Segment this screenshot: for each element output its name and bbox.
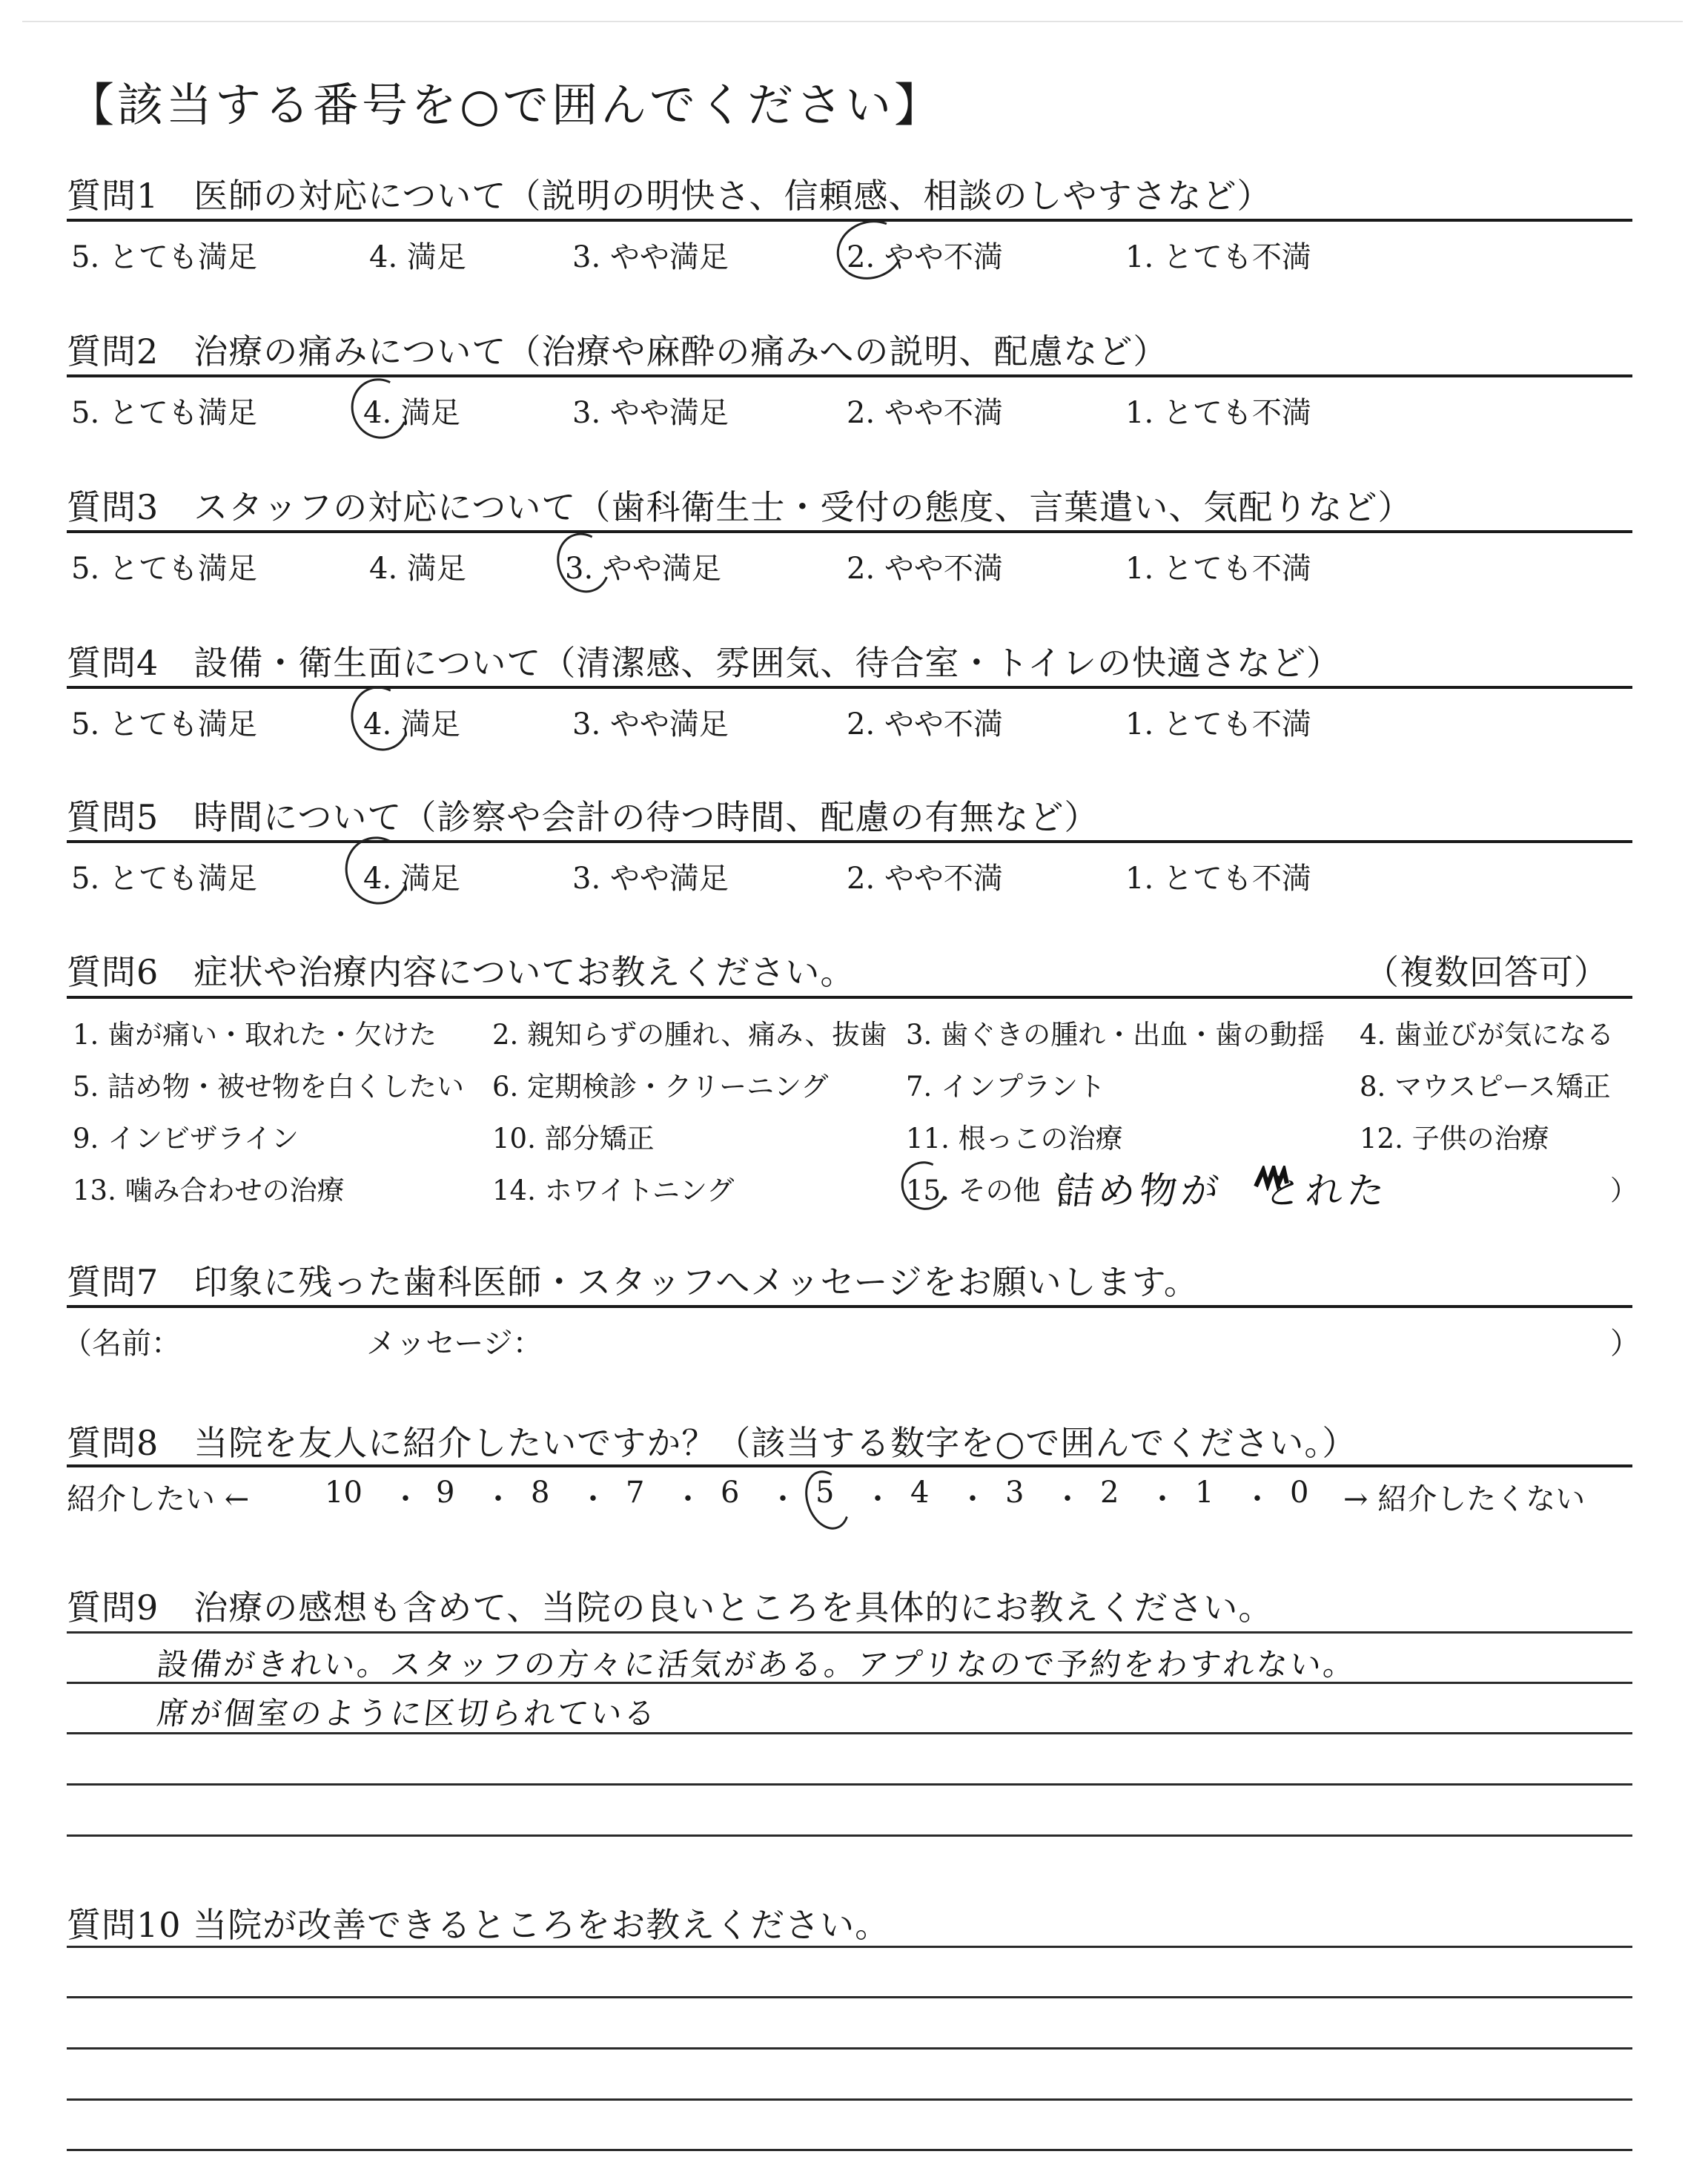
- q8-scale-9[interactable]: 9: [436, 1476, 455, 1510]
- q9-title: 質問9 治療の感想も含めて、当院の良いところを具体的にお教えください。: [67, 1588, 1274, 1628]
- q4-title: 質問4 設備・衛生面について（清潔感、雰囲気、待合室・トイレの快適さなど）: [67, 643, 1342, 683]
- q6-item-5[interactable]: 5. 詰め物・被せ物を白くしたい: [73, 1071, 465, 1103]
- q7-close: ）: [1610, 1327, 1640, 1361]
- q6-item-10[interactable]: 10. 部分矯正: [492, 1123, 655, 1155]
- q6-item-9[interactable]: 9. インビザライン: [73, 1123, 299, 1155]
- q10-line-1: [67, 1946, 1632, 1948]
- q8-scale-6[interactable]: 6: [721, 1476, 740, 1510]
- q8-dot-1: ・: [391, 1482, 420, 1516]
- q9-answer-line-2[interactable]: 席が個室のように区切られている: [155, 1695, 660, 1731]
- q8-left-label: 紹介したい ←: [67, 1482, 250, 1516]
- page-header: 【該当する番号を○で囲んでください】: [68, 78, 944, 132]
- q1-option-4[interactable]: 4. 満足: [369, 240, 466, 274]
- top-edge-line: [22, 21, 1683, 22]
- q6-item-13[interactable]: 13. 噛み合わせの治療: [73, 1175, 345, 1206]
- q9-line-5: [67, 1834, 1632, 1837]
- q4-option-5[interactable]: 5. とても満足: [71, 707, 257, 742]
- q6-other-close: ）: [1610, 1175, 1638, 1206]
- q8-scale-10[interactable]: 10: [325, 1476, 363, 1510]
- q8-dot-8: ・: [1053, 1482, 1082, 1516]
- q1-title: 質問1 医師の対応について（説明の明快さ、信頼感、相談のしやすさなど）: [67, 176, 1272, 216]
- q6-item-3[interactable]: 3. 歯ぐきの腫れ・出血・歯の動揺: [906, 1019, 1325, 1051]
- q5-option-5[interactable]: 5. とても満足: [71, 862, 257, 896]
- q4-option-4[interactable]: 4. 満足: [363, 707, 460, 742]
- q6-title: [67, 945, 1631, 994]
- q3-option-3[interactable]: 3. やや満足: [565, 552, 721, 586]
- q1-option-2[interactable]: 2. やや不満: [847, 240, 1003, 274]
- q8-scale-2[interactable]: 2: [1100, 1476, 1119, 1510]
- q8-dot-3: ・: [578, 1482, 608, 1516]
- q8-scale-7[interactable]: 7: [626, 1476, 645, 1510]
- q6-other-answer[interactable]: 詰め物が とれた: [1054, 1169, 1391, 1212]
- q6-item-14[interactable]: 14. ホワイトニング: [492, 1175, 735, 1206]
- q9-answer-line-1[interactable]: 設備がきれい。スタッフの方々に活気がある。アプリなので予約をわすれない。: [155, 1646, 1359, 1682]
- q8-dot-5: ・: [768, 1482, 798, 1516]
- q8-scale-0[interactable]: 0: [1290, 1476, 1309, 1510]
- q4-rule: [67, 686, 1632, 689]
- q8-dot-7: ・: [958, 1482, 987, 1516]
- q10-line-5: [67, 2149, 1632, 2151]
- q9-line-4: [67, 1783, 1632, 1786]
- q10-line-3: [67, 2047, 1632, 2050]
- q8-scale-5[interactable]: 5: [815, 1476, 835, 1510]
- q2-option-2[interactable]: 2. やや不満: [847, 396, 1003, 430]
- q8-scale-8[interactable]: 8: [531, 1476, 550, 1510]
- q10-title: 質問10 当院が改善できるところをお教えください。: [67, 1905, 890, 1945]
- q3-rule: [67, 530, 1632, 533]
- q6-rule: [67, 996, 1632, 999]
- q2-rule: [67, 374, 1632, 377]
- q5-option-2[interactable]: 2. やや不満: [847, 862, 1003, 896]
- q8-scale-3[interactable]: 3: [1005, 1476, 1025, 1510]
- q4-option-2[interactable]: 2. やや不満: [847, 707, 1003, 742]
- q8-scale-4[interactable]: 4: [910, 1476, 930, 1510]
- q6-item-7[interactable]: 7. インプラント: [906, 1071, 1106, 1103]
- q5-option-1[interactable]: 1. とても不満: [1125, 862, 1311, 896]
- q4-option-3[interactable]: 3. やや満足: [572, 707, 729, 742]
- q2-option-4[interactable]: 4. 満足: [363, 396, 460, 430]
- q3-option-4[interactable]: 4. 満足: [369, 552, 466, 586]
- q6-multiple-note: （複数回答可）: [1365, 952, 1609, 992]
- q3-selection-circle: [549, 526, 618, 601]
- q1-option-3[interactable]: 3. やや満足: [572, 240, 729, 274]
- q8-selection-circle: [798, 1464, 858, 1536]
- q2-option-1[interactable]: 1. とても不満: [1125, 396, 1311, 430]
- q6-item-8[interactable]: 8. マウスピース矯正: [1360, 1071, 1611, 1103]
- q7-rule: [67, 1305, 1632, 1308]
- q8-title: 質問8 当院を友人に紹介したいですか？（該当する数字を○で囲んでください。）: [67, 1423, 1357, 1463]
- q2-title: 質問2 治療の痛みについて（治療や麻酔の痛みへの説明、配慮など）: [67, 331, 1168, 371]
- q5-option-4[interactable]: 4. 満足: [363, 862, 460, 896]
- q1-option-5[interactable]: 5. とても満足: [71, 240, 257, 274]
- q8-rule: [67, 1464, 1632, 1467]
- q8-dot-6: ・: [863, 1482, 893, 1516]
- q5-title: 質問5 時間について（診察や会計の待つ時間、配慮の有無など）: [67, 797, 1099, 837]
- q4-option-1[interactable]: 1. とても不満: [1125, 707, 1311, 742]
- q2-option-5[interactable]: 5. とても満足: [71, 396, 257, 430]
- q8-dot-4: ・: [673, 1482, 703, 1516]
- q6-item-15[interactable]: 15. その他（: [906, 1175, 1068, 1206]
- q6-item-1[interactable]: 1. 歯が痛い・取れた・欠けた: [73, 1019, 437, 1051]
- q5-rule: [67, 840, 1632, 843]
- q7-name-label: （名前：: [62, 1327, 181, 1361]
- q10-line-4: [67, 2098, 1632, 2101]
- q1-selection-circle: [828, 211, 912, 289]
- q8-scale-1[interactable]: 1: [1195, 1476, 1214, 1510]
- q1-rule: [67, 219, 1632, 222]
- q8-dot-9: ・: [1148, 1482, 1177, 1516]
- q7-title: 質問7 印象に残った歯科医師・スタッフへメッセージをお願いします。: [67, 1262, 1199, 1302]
- q2-option-3[interactable]: 3. やや満足: [572, 396, 729, 430]
- q6-crossout-scribble: [1253, 1166, 1290, 1191]
- q3-option-2[interactable]: 2. やや不満: [847, 552, 1003, 586]
- q5-option-3[interactable]: 3. やや満足: [572, 862, 729, 896]
- q6-title-text: 質問6 症状や治療内容についてお教えください。: [67, 952, 855, 992]
- q3-title: 質問3 スタッフの対応について（歯科衛生士・受付の態度、言葉遣い、気配りなど）: [67, 487, 1413, 527]
- q8-dot-10: ・: [1242, 1482, 1272, 1516]
- q9-line-1: [67, 1631, 1632, 1634]
- q6-item-11[interactable]: 11. 根っこの治療: [906, 1123, 1123, 1155]
- q6-item-6[interactable]: 6. 定期検診・クリーニング: [492, 1071, 829, 1103]
- q6-item-12[interactable]: 12. 子供の治療: [1360, 1123, 1549, 1155]
- q4-selection-circle: [342, 678, 418, 759]
- q6-item-4[interactable]: 4. 歯並びが気になる: [1360, 1019, 1615, 1051]
- q10-line-2: [67, 1996, 1632, 1998]
- q8-right-label: → 紹介したくない: [1343, 1482, 1586, 1516]
- q1-option-1[interactable]: 1. とても不満: [1125, 240, 1311, 274]
- q3-option-1[interactable]: 1. とても不満: [1125, 552, 1311, 586]
- q7-message-label: メッセージ：: [366, 1327, 543, 1361]
- q3-option-5[interactable]: 5. とても満足: [71, 552, 257, 586]
- q8-dot-2: ・: [483, 1482, 513, 1516]
- q6-item-2[interactable]: 2. 親知らずの腫れ、痛み、抜歯: [492, 1019, 887, 1051]
- q2-selection-circle: [342, 370, 416, 446]
